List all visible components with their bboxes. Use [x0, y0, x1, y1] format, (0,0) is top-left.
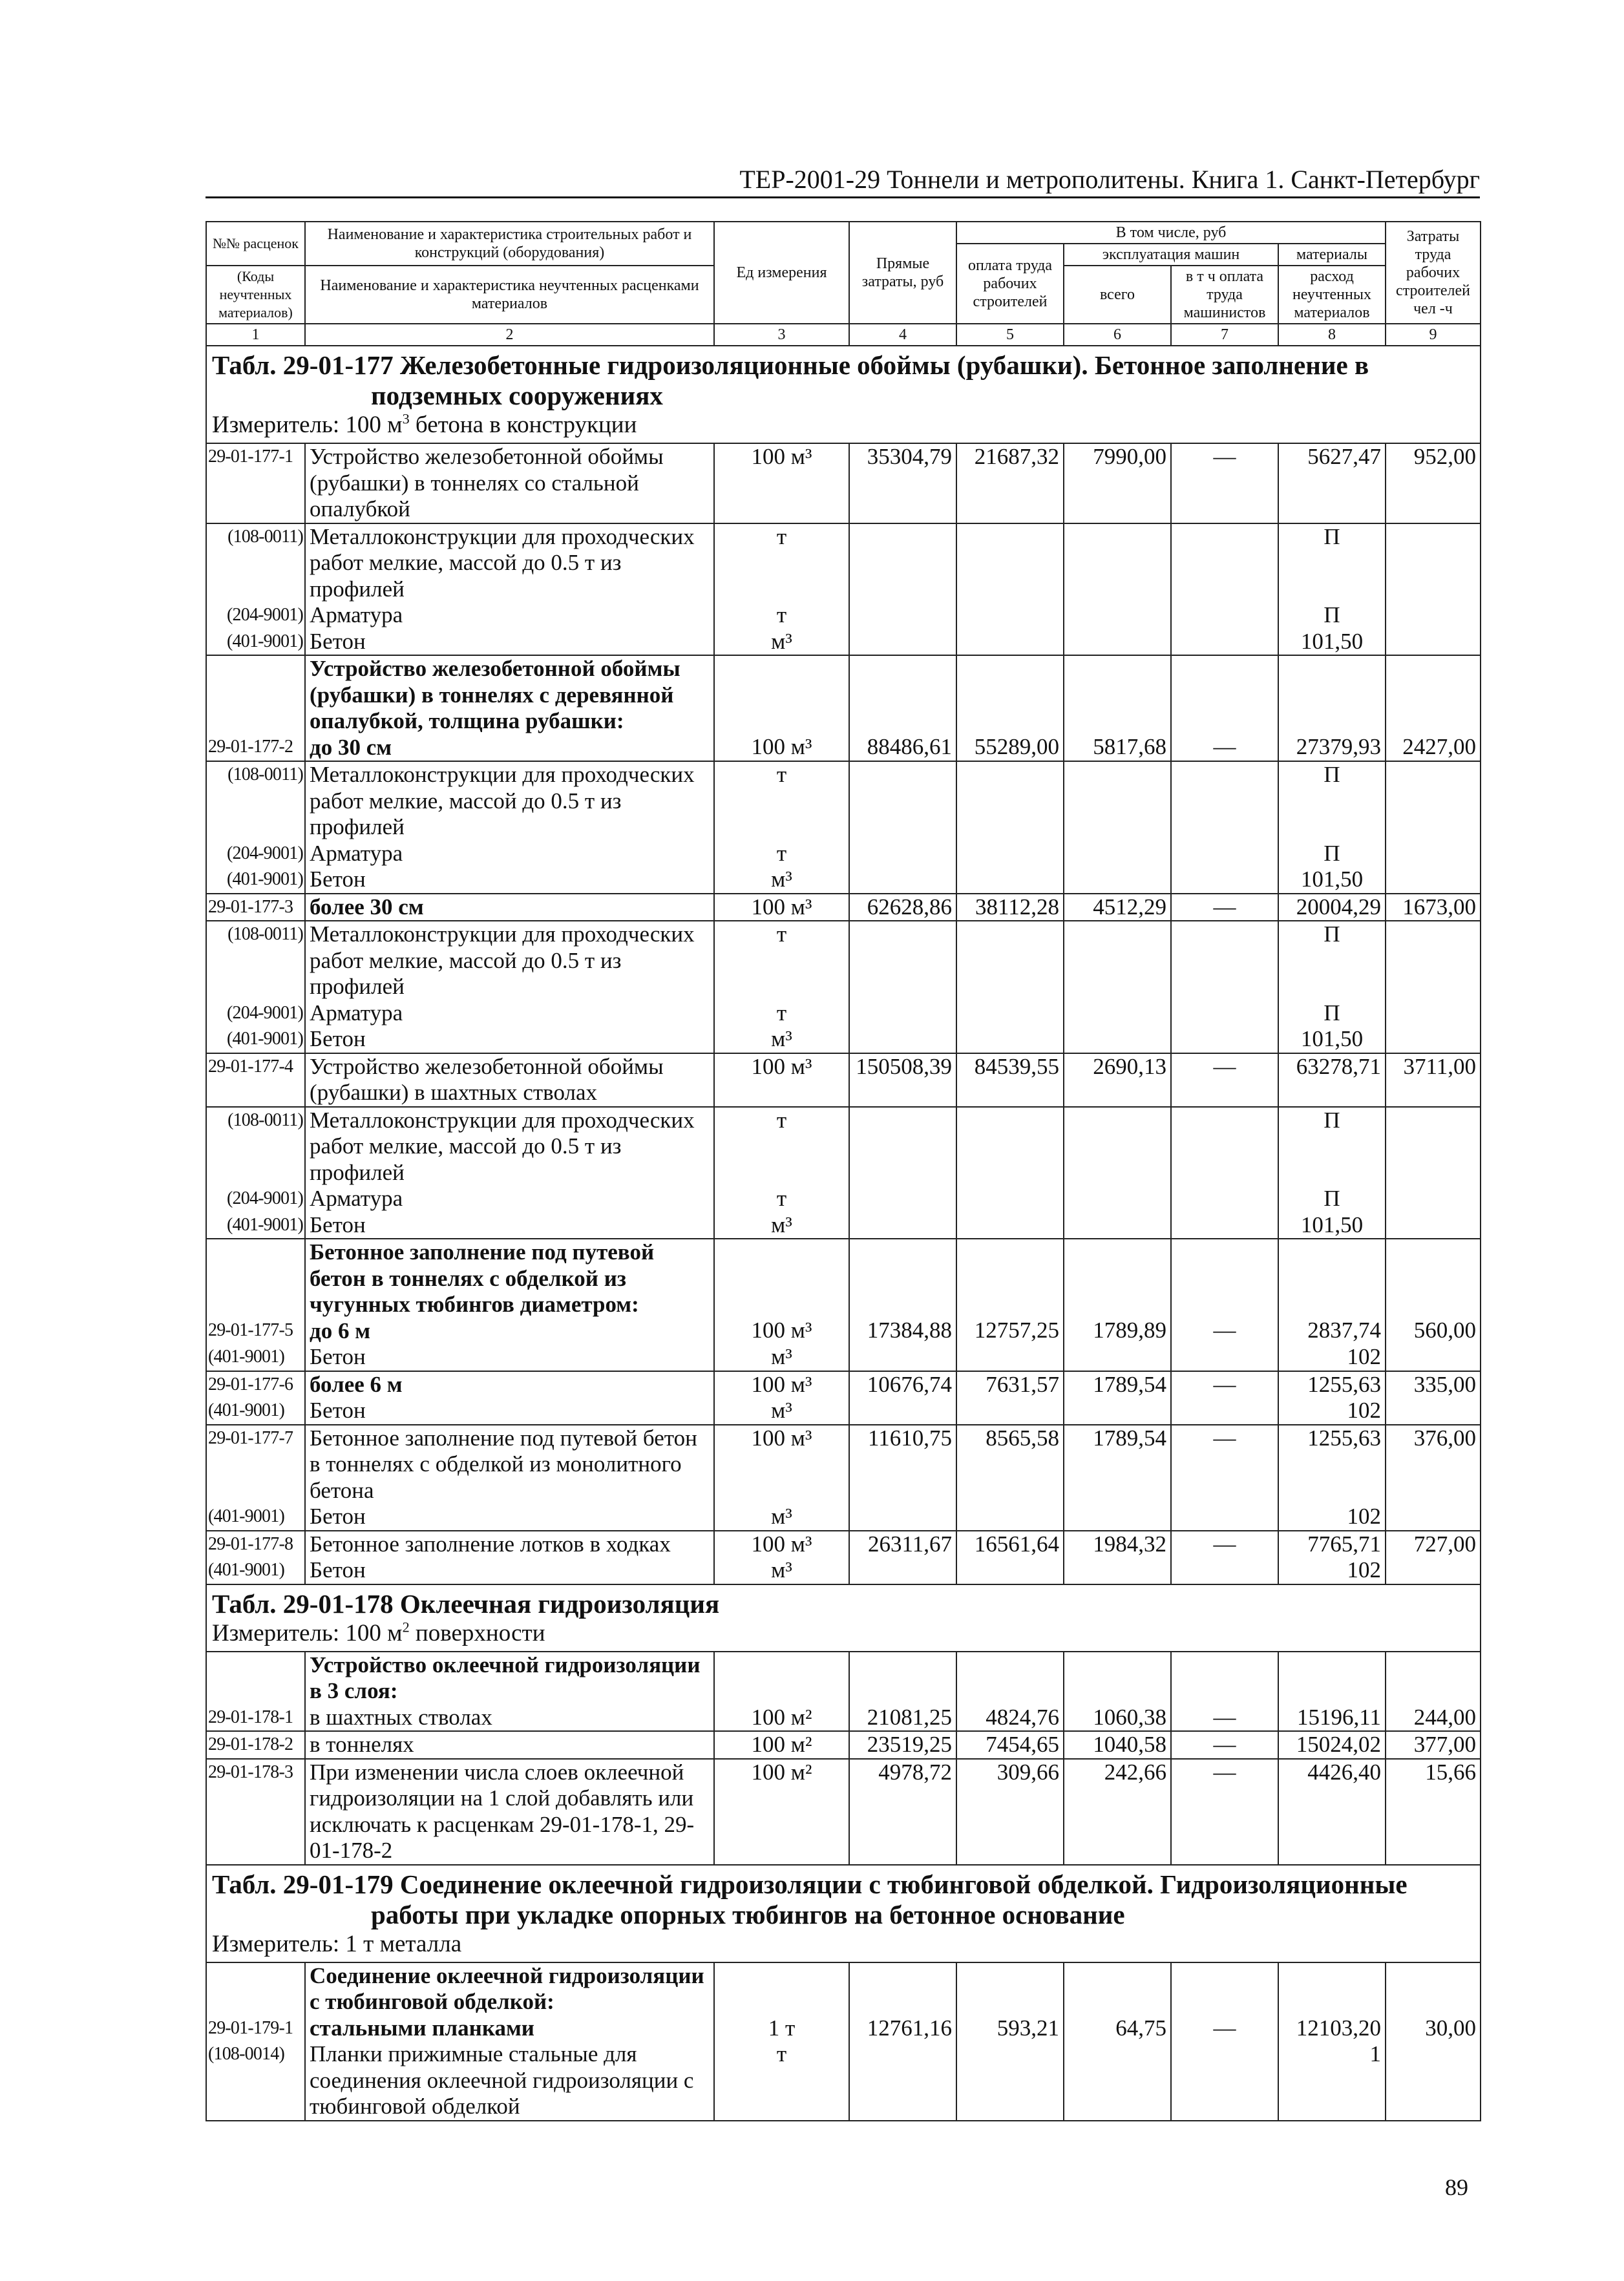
machine-cost: 1060,38 — [1064, 1652, 1171, 1732]
col7-header: в т ч оплата труда машинистов — [1171, 266, 1278, 324]
wage-cost: 8565,58 — [956, 1425, 1064, 1531]
table-row — [206, 1053, 1481, 1107]
table-row — [206, 1962, 1481, 2121]
table-179-header — [206, 1865, 1481, 1962]
machinist-wage: — — [1171, 1239, 1278, 1371]
material-code: (108-0011) (204-9001) (401-9001) — [206, 523, 305, 656]
labor-cost: 2427,00 — [1386, 655, 1481, 761]
labor-cost: 3711,00 — [1386, 1053, 1481, 1107]
material-cost: 63278,71 — [1278, 1053, 1386, 1107]
direct-cost: 150508,39 — [849, 1053, 956, 1107]
rate-code: 29-01-177-2 — [206, 655, 305, 761]
work-name: Бетонное заполнение лотков в ходках Бетон — [305, 1531, 714, 1584]
rate-code: 29-01-177-1 — [206, 443, 305, 523]
machine-cost: 2690,13 — [1064, 1053, 1171, 1107]
rate-code: 29-01-177-7 (401-9001) — [206, 1425, 305, 1531]
material-consumption: П П 101,50 — [1278, 761, 1386, 894]
table-row — [206, 1239, 1481, 1371]
material-consumption: П П 101,50 — [1278, 523, 1386, 656]
work-name: Устройство железобетонной обоймы (рубашки) в шахтных стволах — [305, 1053, 714, 1107]
material-cost: 1255,63 102 — [1278, 1425, 1386, 1531]
material-cost: 2837,74 102 — [1278, 1239, 1386, 1371]
machine-cost: 4512,29 — [1064, 894, 1171, 921]
unit: 100 м³ — [714, 894, 849, 921]
material-units: т т м³ — [714, 761, 849, 894]
table-178-title: Табл. 29-01-178 Оклеечная гидроизоляция — [212, 1588, 720, 1619]
col6-header: всего — [1064, 266, 1171, 324]
wage-cost: 38112,28 — [956, 894, 1064, 921]
labor-cost: 1673,00 — [1386, 894, 1481, 921]
table-179-title: Табл. 29-01-179 Соединение оклеечной гидроизоляции с тюбинговой обделкой. Гидроизоляционные работы при укладке опорных тюбингов на бетонное основание — [212, 1869, 1408, 1929]
work-name: Соединение оклеечной гидроизоляции с тюбинговой обделкой: стальными планками Планки прижимные стальные для соединения оклеечной гидроизоляции с тюбинговой обделкой — [305, 1962, 714, 2121]
col-num: 6 — [1064, 324, 1171, 346]
work-name: При изменении числа слоев оклеечной гидроизоляции на 1 слой добавлять или исключать к расценкам 29-01-178-1, 29-01-178-2 — [305, 1759, 714, 1865]
mat-header: материалы — [1278, 244, 1386, 266]
table-row — [206, 1759, 1481, 1865]
machinist-wage: — — [1171, 1731, 1278, 1759]
work-name: более 30 см — [305, 894, 714, 921]
wage-cost: 4824,76 — [956, 1652, 1064, 1732]
machinist-wage: — — [1171, 1652, 1278, 1732]
labor-cost: 335,00 — [1386, 1371, 1481, 1425]
direct-cost: 11610,75 — [849, 1425, 956, 1531]
material-consumption: П П 101,50 — [1278, 921, 1386, 1053]
direct-cost: 23519,25 — [849, 1731, 956, 1759]
incl-header: В том числе, руб — [956, 222, 1386, 244]
work-name: Бетонное заполнение под путевой бетон в тоннелях с обделкой из монолитного бетона Бетон — [305, 1425, 714, 1531]
material-cost: 15196,11 — [1278, 1652, 1386, 1732]
col-num: 7 — [1171, 324, 1278, 346]
machine-cost: 242,66 — [1064, 1759, 1171, 1865]
material-cost: 20004,29 — [1278, 894, 1386, 921]
unit: 100 м³ м³ — [714, 1371, 849, 1425]
labor-cost: 376,00 — [1386, 1425, 1481, 1531]
col-num: 9 — [1386, 324, 1481, 346]
material-code: (108-0011) (204-9001) (401-9001) — [206, 1107, 305, 1239]
wage-cost: 12757,25 — [956, 1239, 1064, 1371]
wage-cost: 309,66 — [956, 1759, 1064, 1865]
machinist-wage: — — [1171, 894, 1278, 921]
unit: 100 м³ м³ — [714, 1425, 849, 1531]
material-units: т т м³ — [714, 523, 849, 656]
table-row — [206, 1107, 1481, 1239]
material-consumption: П П 101,50 — [1278, 1107, 1386, 1239]
labor-cost: 952,00 — [1386, 443, 1481, 523]
direct-cost: 62628,86 — [849, 894, 956, 921]
wage-cost: 7631,57 — [956, 1371, 1064, 1425]
rate-code: 29-01-177-6 (401-9001) — [206, 1371, 305, 1425]
col-num: 4 — [849, 324, 956, 346]
work-name: более 6 м Бетон — [305, 1371, 714, 1425]
unit: 1 т т — [714, 1962, 849, 2121]
rate-code: 29-01-177-8 (401-9001) — [206, 1531, 305, 1584]
price-table — [206, 221, 1481, 2121]
machinist-wage: — — [1171, 1759, 1278, 1865]
machine-cost: 5817,68 — [1064, 655, 1171, 761]
machinist-wage: — — [1171, 655, 1278, 761]
work-name: Устройство оклеечной гидроизоляции в 3 слоя: в шахтных стволах — [305, 1652, 714, 1732]
table-row — [206, 1731, 1481, 1759]
machinist-wage: — — [1171, 1053, 1278, 1107]
table-177-meter: Измеритель: 100 $м^3$ бетона в конструкции — [212, 410, 637, 438]
table-row — [206, 1531, 1481, 1584]
material-cost: 15024,02 — [1278, 1731, 1386, 1759]
machine-cost: 1789,54 — [1064, 1425, 1171, 1531]
machinist-wage: — — [1171, 443, 1278, 523]
machine-cost: 1789,54 — [1064, 1371, 1171, 1425]
material-cost: 27379,93 — [1278, 655, 1386, 761]
unit: 100 м² — [714, 1652, 849, 1732]
col-num: 2 — [305, 324, 714, 346]
col3-header: Ед измерения — [714, 222, 849, 324]
machine-cost: 64,75 — [1064, 1962, 1171, 2121]
work-name: Бетонное заполнение под путевой бетон в тоннелях с обделкой из чугунных тюбингов диаметром: до 6 м Бетон — [305, 1239, 714, 1371]
rate-code: 29-01-178-1 — [206, 1652, 305, 1732]
wage-cost: 593,21 — [956, 1962, 1064, 2121]
table-row — [206, 1425, 1481, 1531]
labor-cost: 560,00 — [1386, 1239, 1481, 1371]
machine-cost: 1040,58 — [1064, 1731, 1171, 1759]
material-code: (108-0011) (204-9001) (401-9001) — [206, 761, 305, 894]
rate-code: 29-01-177-4 — [206, 1053, 305, 1107]
material-names: Металлоконструкции для проходческих работ мелкие, массой до 0.5 т из профилей Арматура Бетон — [305, 921, 714, 1053]
material-units: т т м³ — [714, 1107, 849, 1239]
machine-cost: 7990,00 — [1064, 443, 1171, 523]
material-cost: 4426,40 — [1278, 1759, 1386, 1865]
unit: 100 м³ м³ — [714, 1239, 849, 1371]
col-num: 8 — [1278, 324, 1386, 346]
direct-cost: 35304,79 — [849, 443, 956, 523]
labor-cost: 15,66 — [1386, 1759, 1481, 1865]
unit: 100 м³ — [714, 655, 849, 761]
col-num: 1 — [206, 324, 305, 346]
direct-cost: 10676,74 — [849, 1371, 956, 1425]
work-name: Устройство железобетонной обоймы (рубашки) в тоннелях со стальной опалубкой — [305, 443, 714, 523]
machine-cost: 1789,89 — [1064, 1239, 1171, 1371]
labor-cost: 727,00 — [1386, 1531, 1481, 1584]
table-177-title: Табл. 29-01-177 Железобетонные гидроизоляционные обоймы (рубашки). Бетонное заполнение в подземных сооружениях — [212, 350, 1369, 410]
wage-cost: 55289,00 — [956, 655, 1064, 761]
col9-header: Затраты труда рабочих строителей чел -ч — [1386, 222, 1481, 324]
table-row — [206, 1371, 1481, 1425]
table-row — [206, 761, 1481, 894]
material-code: (108-0011) (204-9001) (401-9001) — [206, 921, 305, 1053]
machine-cost: 1984,32 — [1064, 1531, 1171, 1584]
material-cost: 12103,20 1 — [1278, 1962, 1386, 2121]
unit: 100 м³ — [714, 1053, 849, 1107]
page-number: 89 — [1445, 2174, 1468, 2200]
col5-header: оплата труда рабочих строителей — [956, 244, 1064, 324]
col-num: 5 — [956, 324, 1064, 346]
expl-header: эксплуатация машин — [1064, 244, 1278, 266]
col2b-header: Наименование и характеристика неучтенных расценками материалов — [305, 266, 714, 324]
material-cost: 5627,47 — [1278, 443, 1386, 523]
labor-cost: 244,00 — [1386, 1652, 1481, 1732]
machinist-wage: — — [1171, 1531, 1278, 1584]
direct-cost: 88486,61 — [849, 655, 956, 761]
unit: 100 м³ м³ — [714, 1531, 849, 1584]
machinist-wage: — — [1171, 1425, 1278, 1531]
col1-header: №№ расценок — [206, 222, 305, 266]
unit: 100 м² — [714, 1731, 849, 1759]
material-names: Металлоконструкции для проходческих работ мелкие, массой до 0.5 т из профилей Арматура Бетон — [305, 523, 714, 656]
direct-cost: 26311,67 — [849, 1531, 956, 1584]
work-name: в тоннелях — [305, 1731, 714, 1759]
col-num: 3 — [714, 324, 849, 346]
labor-cost: 377,00 — [1386, 1731, 1481, 1759]
direct-cost: 4978,72 — [849, 1759, 956, 1865]
machinist-wage: — — [1171, 1962, 1278, 2121]
labor-cost: 30,00 — [1386, 1962, 1481, 2121]
unit: 100 м² — [714, 1759, 849, 1865]
work-name: Устройство железобетонной обоймы (рубашки) в тоннелях с деревянной опалубкой, толщина рубашки: до 30 см — [305, 655, 714, 761]
col8-header: расход неучтенных материалов — [1278, 266, 1386, 324]
material-names: Металлоконструкции для проходческих работ мелкие, массой до 0.5 т из профилей Арматура Бетон — [305, 1107, 714, 1239]
material-cost: 7765,71 102 — [1278, 1531, 1386, 1584]
rate-code: 29-01-177-3 — [206, 894, 305, 921]
rate-code: 29-01-177-5 (401-9001) — [206, 1239, 305, 1371]
col1b-header: (Коды неучтенных материалов) — [206, 266, 305, 324]
unit: 100 м³ — [714, 443, 849, 523]
material-units: т т м³ — [714, 921, 849, 1053]
rate-code: 29-01-178-2 — [206, 1731, 305, 1759]
wage-cost: 84539,55 — [956, 1053, 1064, 1107]
table-178-header — [206, 1584, 1481, 1652]
direct-cost: 21081,25 — [849, 1652, 956, 1732]
rate-code: 29-01-179-1 (108-0014) — [206, 1962, 305, 2121]
table-row — [206, 523, 1481, 656]
table-179-meter: Измеритель: 1 т металла — [212, 1930, 462, 1957]
header-rule — [206, 196, 1480, 198]
table-177-header — [206, 346, 1481, 443]
wage-cost: 21687,32 — [956, 443, 1064, 523]
table-row — [206, 921, 1481, 1053]
table-row — [206, 894, 1481, 921]
machinist-wage: — — [1171, 1371, 1278, 1425]
col4-header: Прямые затраты, руб — [849, 222, 956, 324]
col2-header: Наименование и характеристика строительных работ и конструкций (оборудования) — [305, 222, 714, 266]
material-cost: 1255,63 102 — [1278, 1371, 1386, 1425]
table-row — [206, 1652, 1481, 1732]
page-header: ТЕР-2001-29 Тоннели и метрополитены. Книга 1. Санкт-Петербург — [739, 165, 1480, 194]
direct-cost: 17384,88 — [849, 1239, 956, 1371]
rate-code: 29-01-178-3 — [206, 1759, 305, 1865]
wage-cost: 7454,65 — [956, 1731, 1064, 1759]
table-row — [206, 443, 1481, 523]
table-row — [206, 655, 1481, 761]
material-names: Металлоконструкции для проходческих работ мелкие, массой до 0.5 т из профилей Арматура Бетон — [305, 761, 714, 894]
table-178-meter: Измеритель: 100 $м^2$ поверхности — [212, 1619, 545, 1646]
direct-cost: 12761,16 — [849, 1962, 956, 2121]
wage-cost: 16561,64 — [956, 1531, 1064, 1584]
